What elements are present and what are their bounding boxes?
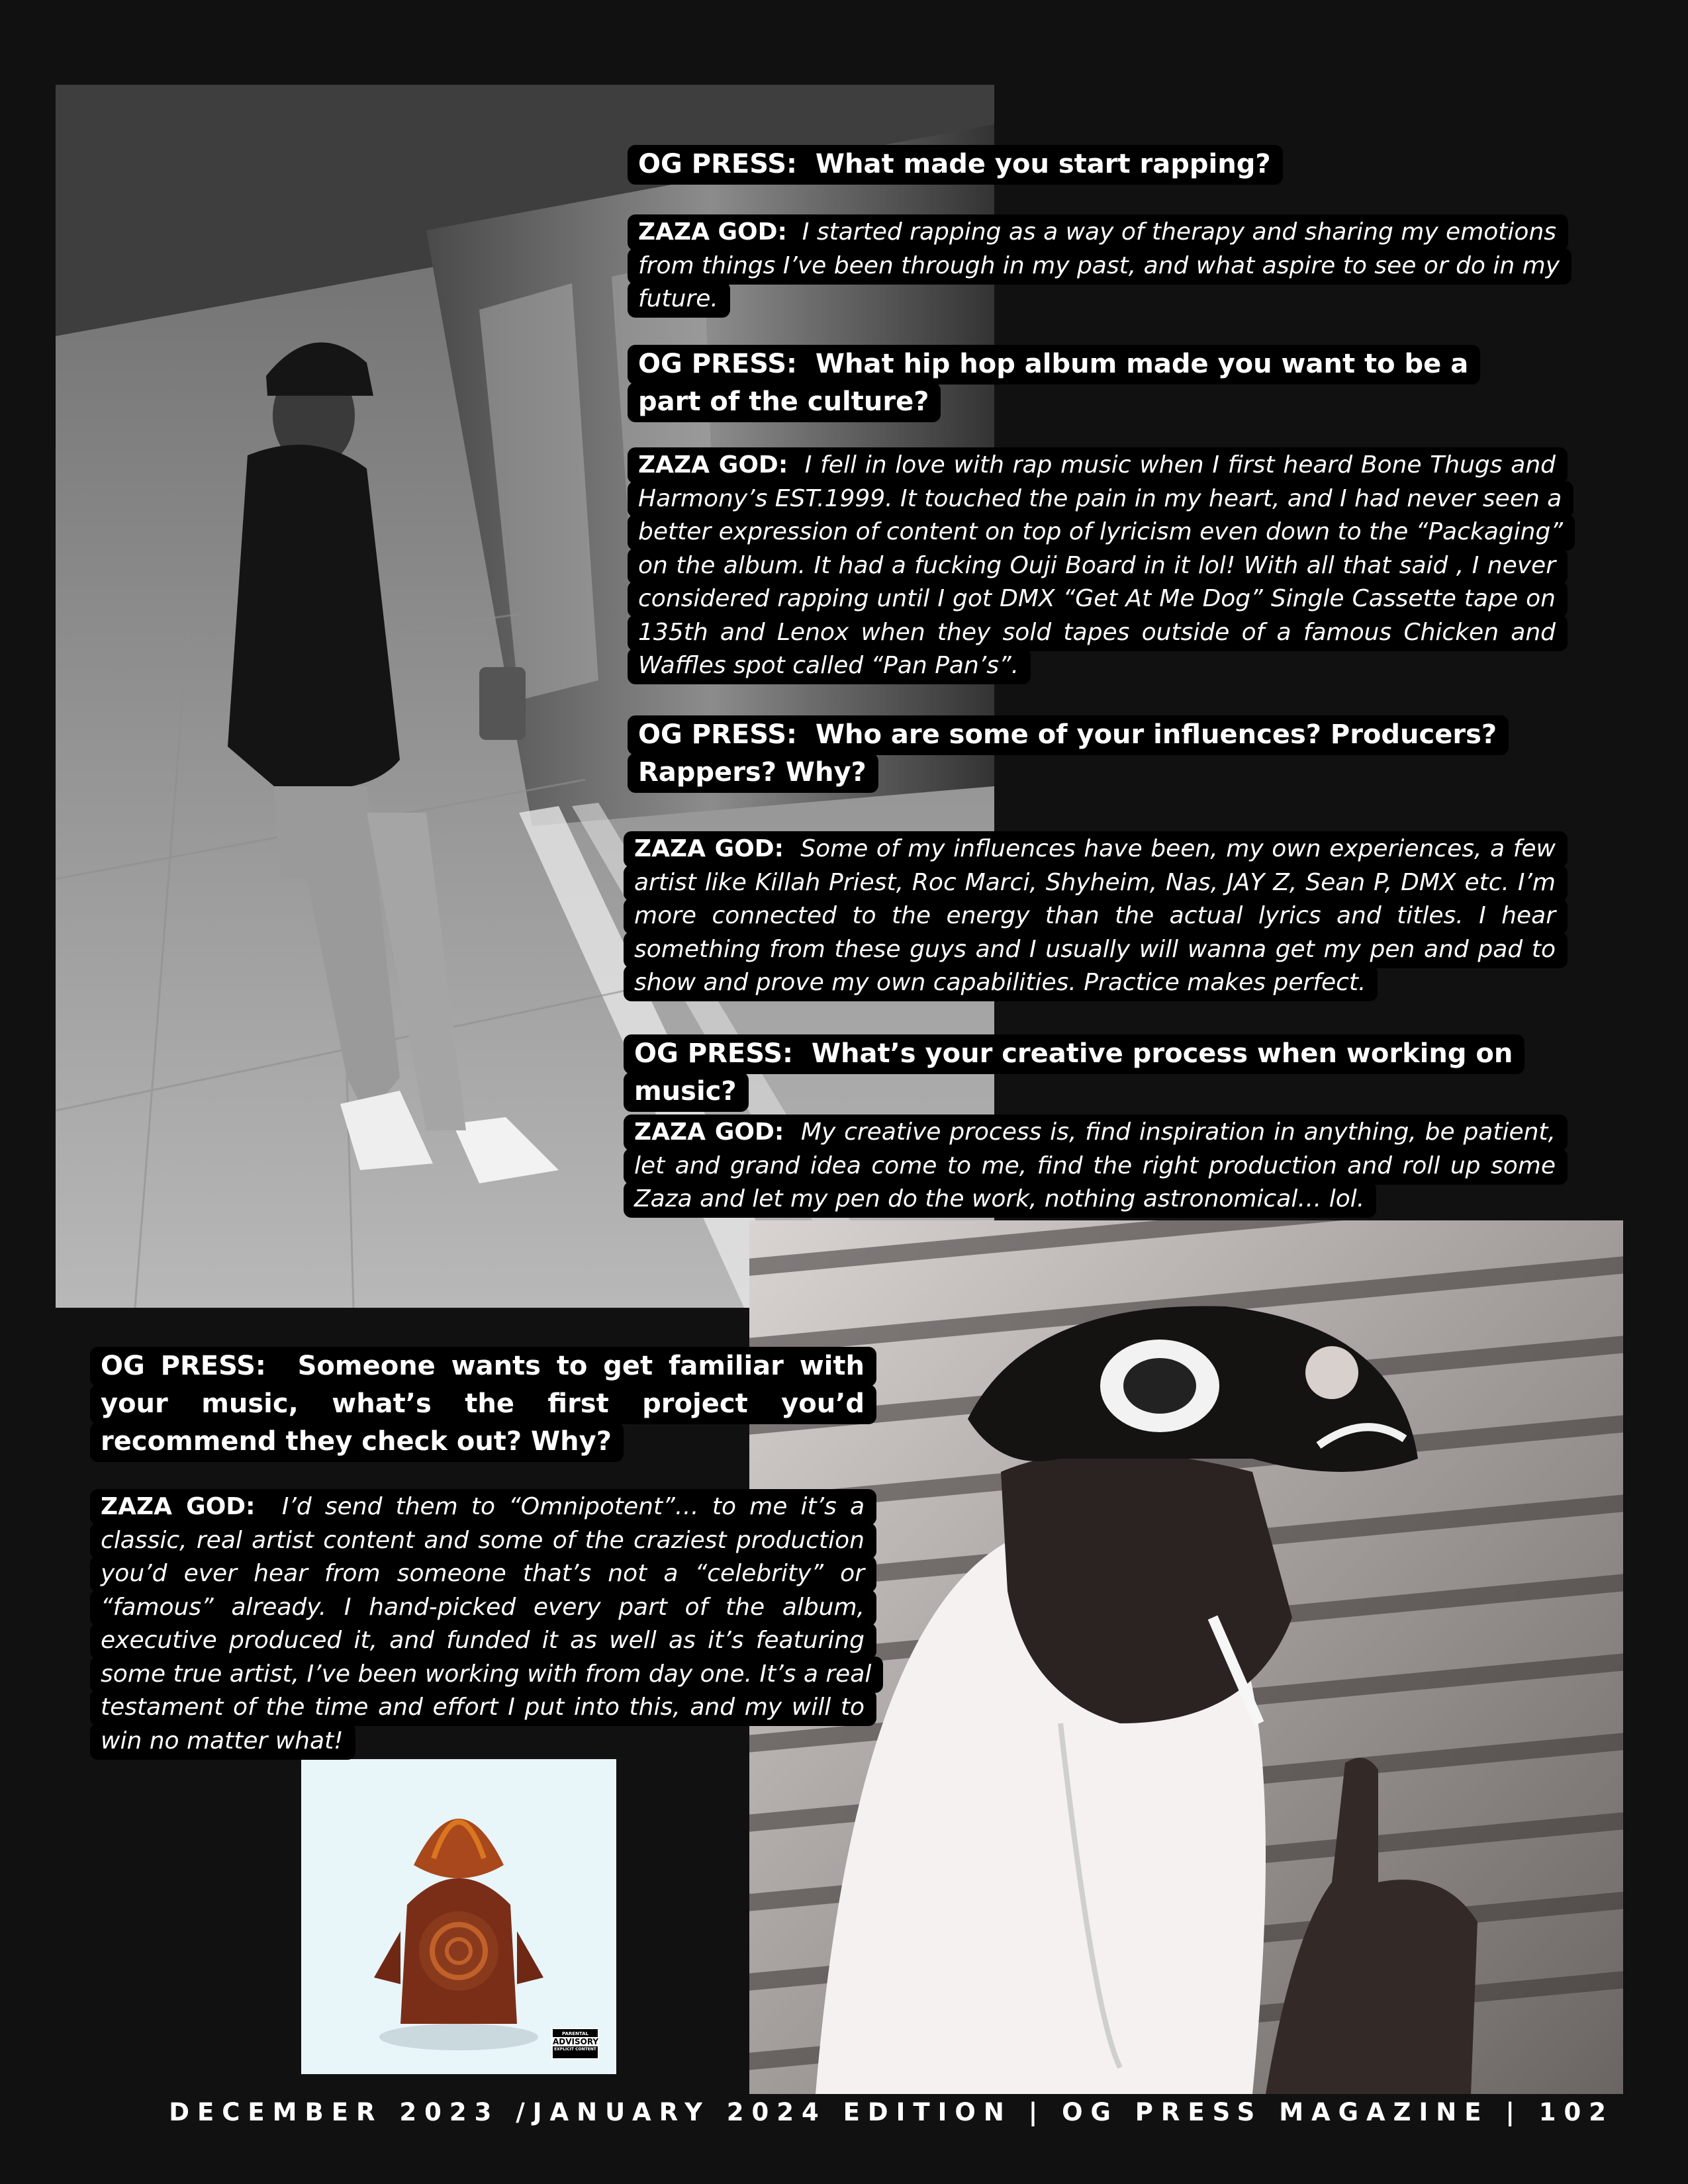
answer-3 <box>624 833 1568 1000</box>
question-1-label: OG PRESS: <box>638 149 798 179</box>
answer-2-text: I fell in love with rap music when I first heard Bone Thugs and Harmony’s EST.1999. It touched the pain in my heart, and I had never seen a better expression of content on top of lyricism even down to the “Packaging” on the album. It had a fucking Ouji Board in it lol! With all that said , I never considered rapping until I got DMX “Get At Me Dog” Single Cassette tape on 135th and Lenox when they sold tapes outside of a famous Chicken and Waffles spot called “Pan Pan’s”. <box>638 451 1563 679</box>
advisory-line-3: EXPLICIT CONTENT <box>554 2047 596 2052</box>
question-4-text: What’s your creative process when working on music? <box>634 1038 1513 1107</box>
answer-4 <box>624 1116 1568 1216</box>
advisory-line-2: ADVISORY <box>553 2037 599 2046</box>
parental-advisory-label <box>551 2028 599 2060</box>
question-3-label: OG PRESS: <box>638 719 798 750</box>
answer-5-text: I’d send them to “Omnipotent”… to me it’s a classic, real artist content and some of the craziest production you’d ever hear from someone that’s not a “celebrity” or “famous” already. I hand-picked every part of the album, executive produced it, and funded it as well as it’s featuring some true artist, I’ve been working with from day one. It’s a real testament of the time and effort I put into this, and my will to win no matter what! <box>101 1493 872 1754</box>
question-5-label: OG PRESS: <box>101 1351 266 1381</box>
question-3-text: Who are some of your influences? Producers? Rappers? Why? <box>638 719 1497 788</box>
question-2-label: OG PRESS: <box>638 349 798 379</box>
album-cover <box>301 1759 616 2074</box>
question-5-text: Someone wants to get familiar with your music, what’s the first project you’d recommend they check out? Why? <box>101 1351 865 1457</box>
answer-4-text: My creative process is, find inspiration in anything, be patient, let and grand idea come to me, find the right production and roll up some Zaza and let my pen do the work, nothing astronomical… lol. <box>634 1118 1556 1212</box>
question-5 <box>90 1347 876 1461</box>
answer-1 <box>628 216 1568 316</box>
answer-4-label: ZAZA GOD: <box>634 1118 784 1146</box>
question-2-text: What hip hop album made you want to be a part of the culture? <box>638 349 1469 417</box>
question-4-label: OG PRESS: <box>634 1038 794 1069</box>
question-1 <box>628 146 1568 183</box>
portrait-photo <box>749 1220 1623 2094</box>
answer-2 <box>628 449 1568 683</box>
answer-1-text: I started rapping as a way of therapy and sharing my emotions from things I’ve been through in my past, and what aspire to see or do in my future. <box>638 218 1560 312</box>
question-2 <box>628 345 1515 421</box>
advisory-line-1: PARENTAL <box>561 2031 589 2036</box>
page-footer: DECEMBER 2023 /JANUARY 2024 EDITION | OG PRESS MAGAZINE | 102 <box>169 2098 1614 2126</box>
answer-1-label: ZAZA GOD: <box>638 218 787 246</box>
question-4 <box>624 1035 1590 1111</box>
answer-3-text: Some of my influences have been, my own experiences, a few artist like Killah Priest, Roc Marci, Shyheim, Nas, JAY Z, Sean P, DMX etc. I’m more connected to the energy than the actual lyrics and titles. I hear something from these guys and I usually will wanna get my pen and pad to show and prove my own capabilities. Practice makes perfect. <box>634 835 1556 996</box>
answer-5 <box>90 1490 876 1758</box>
answer-2-label: ZAZA GOD: <box>638 451 788 478</box>
answer-3-label: ZAZA GOD: <box>634 835 784 862</box>
question-3 <box>628 716 1568 792</box>
answer-5-label: ZAZA GOD: <box>101 1493 256 1520</box>
question-1-text: What made you start rapping? <box>815 149 1271 179</box>
